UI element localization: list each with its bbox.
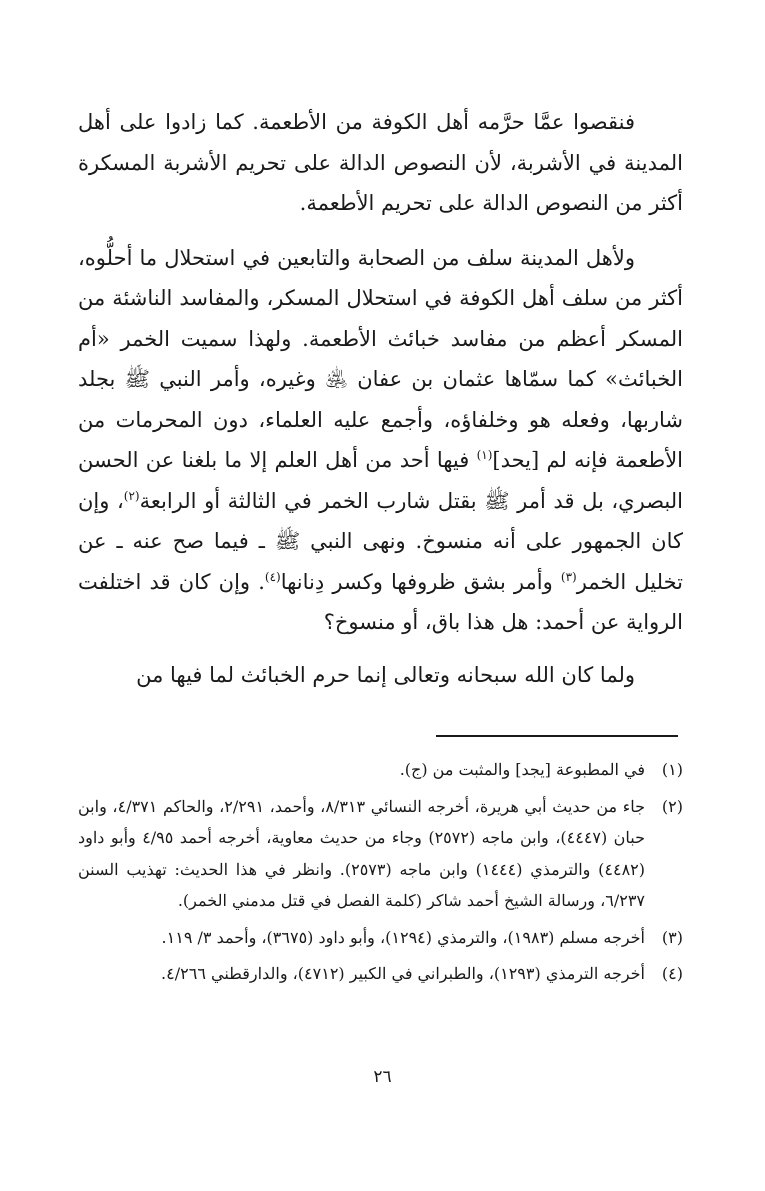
paragraph-2-part-2: فيها أحد من أهل العلم إلا ما بلغنا عن الحسن البصري، بل قد أمر ﷺ بقتل شارب الخمر في الثالثة أو الرابعة — [78, 448, 683, 513]
paragraph-1: فنقصوا عمَّا حرَّمه أهل الكوفة من الأطعمة. كما زادوا على أهل المدينة في الأشربة، لأن النصوص الدالة على تحريم الأشربة المسكرة أكثر من النصوص الدالة على تحريم الأطعمة. — [78, 110, 683, 215]
page-number: ٢٦ — [373, 1067, 392, 1087]
paragraph-2-part-3: ، وإن كان الجمهور على أنه منسوخ. ونهى النبي ﷺ ـ فيما صح عنه ـ عن تخليل الخمر — [78, 488, 683, 594]
footnote — [78, 791, 683, 917]
footnote-number: (٢) — [661, 796, 683, 816]
footnotes-section — [78, 754, 683, 995]
paragraph-2-part-5: . وإن كان قد اختلفت الرواية عن أحمد: هل هذا باق، أو منسوخ؟ — [78, 569, 683, 634]
footnote-divider — [436, 735, 678, 737]
footnote-ref-3: (٣) — [560, 569, 577, 584]
footnote-text: جاء من حديث أبي هريرة، أخرجه النسائي ٨/٣١٣، وأحمد، ٢/٢٩١، والحاكم ٤/٣٧١، وابن حبان (٤٤٤٧)، وابن ماجه (٢٥٧٢) وجاء من حديث معاوية، أخرجه أحمد ٤/٩٥ وأبو داود (٤٤٨٢) والترمذي (١٤٤٤) وابن ماجه (٢٥٧٣). وانظر في هذا الحديث: تهذيب السنن ٦/٢٣٧، ورسالة الشيخ أحمد شاكر (كلمة الفصل في قتل مدمني الخمر). — [78, 796, 646, 910]
footnote-ref-1: (١) — [476, 448, 493, 462]
footnote — [78, 754, 683, 786]
footnote-text: أخرجه مسلم (١٩٨٣)، والترمذي (١٢٩٤)، وأبو داود (٣٦٧٥)، وأحمد ٣/ ١١٩. — [161, 927, 645, 947]
footnote-ref-4: (٤) — [264, 569, 281, 584]
paragraph-2-part-1: ولأهل المدينة سلف من الصحابة والتابعين في استحلال ما أحلُّوه، أكثر من سلف أهل الكوفة في استحلال المسكر، والمفاسد الناشئة من المسكر أعظم من مفاسد خبائث الأطعمة. ولهذا سميت الخمر «أم الخبائث» كما سمّاها عثمان بن عفان ﵁ وغيره، وأمر النبي ﷺ بجلد شاربها، وفعله هو وخلفاؤه، وأجمع عليه العلماء، دون المحرمات من الأطعمة فإنه لم [يحد] — [78, 245, 684, 472]
footnote-number: (١) — [661, 760, 683, 779]
footnote-number: (٣) — [661, 927, 683, 947]
footnote-number: (٤) — [661, 964, 683, 983]
paragraph-3: ولما كان الله سبحانه وتعالى إنما حرم الخبائث لما فيها من — [136, 662, 635, 687]
footnote — [78, 958, 683, 990]
main-text — [78, 102, 683, 695]
footnote-text: أخرجه الترمذي (١٢٩٣)، والطبراني في الكبير (٤٧١٢)، والدارقطني ٤/٢٦٦. — [161, 964, 645, 983]
footnote-text: في المطبوعة [يجد] والمثبت من (ج). — [399, 760, 645, 779]
footnote — [78, 922, 683, 954]
paragraph-2-part-4: وأمر بشق ظروفها وكسر دِنانها — [280, 569, 561, 594]
paragraph-2 — [78, 238, 683, 643]
footnote-ref-2: (٢) — [123, 488, 140, 503]
